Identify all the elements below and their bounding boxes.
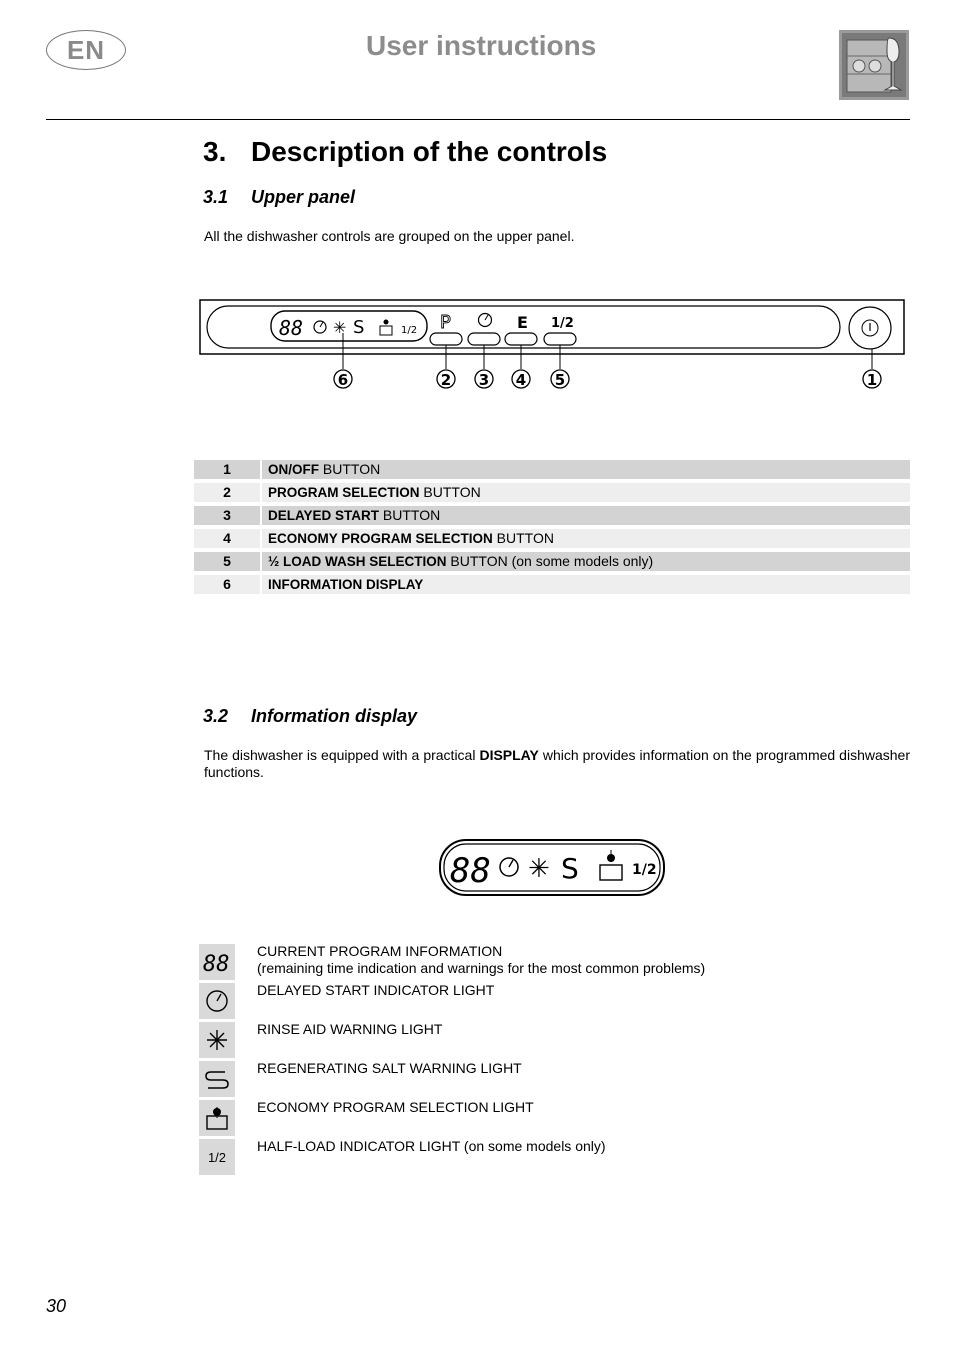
svg-text:✳: ✳ [333,318,347,337]
svg-text:6: 6 [337,371,349,389]
svg-text:88: 88 [279,316,304,340]
page-number: 30 [46,1296,67,1316]
svg-text:5: 5 [554,371,566,389]
svg-text:4: 4 [515,371,527,389]
upper-panel-diagram [199,299,906,399]
subsection-title: Upper panel [251,187,356,207]
svg-text:S: S [353,317,365,338]
svg-text:1: 1 [866,371,878,389]
controls-legend-table [194,460,910,598]
list-item: 88 CURRENT PROGRAM INFORMATION (remaining time indication and warnings for the most common problems) [199,942,919,981]
list-item: 1/2 HALF-LOAD INDICATOR LIGHT (on some models only) [199,1137,919,1176]
section-heading [203,136,607,168]
upper-panel-intro: All the dishwasher controls are grouped on the upper panel. [204,228,575,244]
language-badge [46,30,126,70]
svg-text:E: E [517,313,528,332]
economy-icon [199,1100,235,1136]
page-title: User instructions [366,30,597,61]
salt-icon [199,1061,235,1097]
list-item: DELAYED START INDICATOR LIGHT [199,981,919,1020]
list-item: RINSE AID WARNING LIGHT [199,1020,919,1059]
rinse-aid-icon [199,1022,235,1058]
legend-row: 1 ON/OFF BUTTON [194,460,910,479]
svg-text:3: 3 [478,371,490,389]
svg-text:1/2: 1/2 [632,862,657,878]
svg-text:1/2: 1/2 [401,325,418,336]
svg-text:88: 88 [450,851,491,891]
subsection-number: 3.1 [203,187,229,207]
digits-icon [199,944,235,980]
clock-icon [199,983,235,1019]
list-item: ECONOMY PROGRAM SELECTION LIGHT [199,1098,919,1137]
indicator-list [199,942,919,1176]
section-title: Description of the controls [251,136,608,167]
legend-row: 2 PROGRAM SELECTION BUTTON [194,483,910,502]
section-number: 3. [203,136,227,167]
subsection-heading-upper-panel [203,187,355,208]
information-display-diagram [438,838,666,898]
header-divider [46,119,910,120]
svg-text:S: S [561,852,579,885]
dishwasher-logo-icon [839,30,909,100]
half-load-icon: 1/2 [199,1139,235,1175]
svg-text:✳: ✳ [528,854,550,884]
information-display-description: The dishwasher is equipped with a practical DISPLAY which provides information on the programmed dishwasher functions. [204,747,910,780]
legend-row: 4 ECONOMY PROGRAM SELECTION BUTTON [194,529,910,548]
program-label: P [440,312,451,333]
svg-text:2: 2 [440,371,452,389]
subsection-heading-information-display [203,706,417,727]
subsection-title: Information display [251,706,418,726]
svg-text:88: 88 [203,952,230,976]
legend-row: 6 INFORMATION DISPLAY [194,575,910,594]
legend-row: 5 ½ LOAD WASH SELECTION BUTTON (on some models only) [194,552,910,571]
list-item: REGENERATING SALT WARNING LIGHT [199,1059,919,1098]
svg-text:1/2: 1/2 [551,316,574,331]
legend-row: 3 DELAYED START BUTTON [194,506,910,525]
subsection-number: 3.2 [203,706,229,726]
language-label: EN [66,34,106,65]
